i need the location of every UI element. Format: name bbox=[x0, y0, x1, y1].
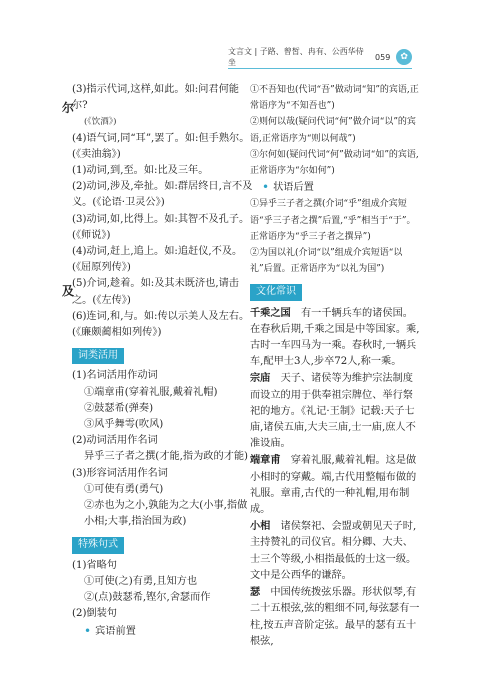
ci-lei-item: (2)动词活用作名词 bbox=[72, 435, 158, 447]
ci-lei-item: ①可使有勇(勇气) bbox=[84, 483, 164, 495]
culture-text: 有一千辆兵车的诸侯国。在春秋后期,千乘之国是中等国家。乘,古时一车四马为一乘。春秋时,一辆兵车,配甲士3人,步卒72人,称一乘。 bbox=[250, 307, 420, 368]
culture-term: 小相 bbox=[250, 520, 281, 533]
ci-lei-item: 异乎三子者之撰(才能,指为政的才能) bbox=[84, 451, 248, 463]
dao-zhuang-item: ③尔何如(疑问代词“何”做动词“如”的宾语,正常语序为“尔如何”) bbox=[250, 149, 419, 177]
culture-text: 中国传统拨弦乐器。形状似琴,有二十五根弦,弦的粗细不同,每弦瑟有一柱,按五声音阶定弦。最早的瑟有五十根弦, bbox=[250, 587, 420, 647]
headword-er: 尔 bbox=[62, 101, 75, 115]
culture-text: 天子、诸侯等为维护宗法制度而设立的用于供奉祖宗牌位、举行祭祀的地方。《礼记·王制》记载:天子七庙,诸侯五庙,大夫三庙,士一庙,庶人不准设庙。 bbox=[250, 373, 416, 450]
section-wen-hua-chang-shi: 文化常识 bbox=[250, 284, 302, 300]
te-shu-list bbox=[72, 558, 254, 640]
culture-entry bbox=[250, 305, 420, 371]
te-shu-item: (2)倒装句 bbox=[72, 608, 117, 620]
ji-item: (5)介词,趁着。如:及其未既济也,请击之。(《左传》) bbox=[72, 278, 239, 306]
culture-entry bbox=[250, 584, 420, 650]
ci-lei-item: ③风乎舞雩(吹风) bbox=[84, 419, 164, 431]
dao-zhuang-item: ②则何以哉(疑问代词“何”做介词“以”的宾语,正常语序为“则以何哉”) bbox=[250, 117, 416, 144]
ji-item: (4)动词,赶上,追上。如:追赶仪,不及。(《屈原列传》) bbox=[72, 246, 243, 274]
ji-item: (2)动词,涉及,牵扯。如:群居终日,言不及义。(《论语·卫灵公》) bbox=[72, 181, 253, 209]
culture-term: 端章甫 bbox=[250, 454, 291, 467]
bullet-icon: • bbox=[84, 623, 92, 638]
ji-item: (3)动词,如,比得上。如:其智不及孔子。(《师说》) bbox=[72, 213, 250, 241]
header-rule bbox=[228, 68, 412, 69]
er-item: (4)语气词,同“耳”,罢了。如:但手熟尔。(《卖油翁》) bbox=[72, 132, 250, 160]
header-title: 文言文 | 子路、曾皙、冉有、公西华侍坐 bbox=[228, 47, 364, 67]
section-te-shu-ju-shi: 特殊句式 bbox=[72, 537, 124, 553]
headword-ji: 及 bbox=[62, 284, 75, 299]
culture-entry bbox=[250, 518, 420, 584]
te-shu-item: ②(点)鼓瑟希,铿尔,舍瑟而作 bbox=[84, 592, 211, 604]
page-header bbox=[228, 48, 412, 66]
ji-item: (1)动词,到,至。如:比及三年。 bbox=[72, 165, 209, 177]
te-shu-item: (1)省略句 bbox=[72, 559, 117, 571]
bullet-icon: • bbox=[262, 180, 270, 195]
left-column bbox=[62, 82, 254, 640]
er-item: (3)指示代词,这样,如此。如:问君何能尔? bbox=[72, 84, 239, 112]
dao-zhuang-item: ①不吾知也(代词“吾”做动词“知”的宾语,正常语序为“不知吾也”) bbox=[250, 85, 419, 112]
zhuang-yu-item: ②为国以礼(介词“以”组成介宾短语“以礼”后置。正常语序为“以礼为国”) bbox=[250, 248, 403, 275]
er-item: (《饮酒》) bbox=[84, 117, 117, 128]
culture-entry bbox=[250, 452, 420, 518]
culture-text: 穿着礼服,戴着礼帽。这是做小相时的穿戴。端,古代用整幅布做的礼服。章甫,古代的一种礼帽,用布制成。 bbox=[250, 455, 417, 516]
page-number: 059 bbox=[375, 52, 391, 62]
ci-lei-item: (3)形容词活用作名词 bbox=[72, 467, 168, 479]
culture-entry bbox=[250, 370, 420, 452]
culture-list bbox=[250, 305, 420, 650]
right-column bbox=[250, 82, 420, 650]
ci-lei-item: ①端章甫(穿着礼服,戴着礼帽) bbox=[84, 386, 218, 398]
te-shu-item: • 宾语前置 bbox=[84, 623, 136, 638]
entry-er bbox=[62, 82, 254, 163]
book-logo-icon: ✿ bbox=[396, 49, 412, 65]
culture-text: 诸侯祭祀、会盟或朝见天子时,主持赞礼的司仪官。相分卿、大夫、士三个等级,小相指最低的士这一级。文中是公西华的谦辞。 bbox=[250, 521, 417, 581]
te-shu-item: ①可使(之)有勇,且知方也 bbox=[84, 575, 198, 587]
zhuang-yu-title: • 状语后置 bbox=[262, 180, 314, 195]
entry-ji bbox=[62, 163, 254, 341]
culture-term: 瑟 bbox=[250, 586, 271, 599]
culture-term: 宗庙 bbox=[250, 372, 281, 385]
section-ci-lei-huo-yong: 词类活用 bbox=[72, 348, 124, 364]
ci-lei-list bbox=[72, 368, 254, 530]
ji-item: (6)连词,和,与。如:传以示美人及左右。(《廉颇蔺相如列传》) bbox=[72, 310, 250, 339]
ci-lei-item: (1)名词活用作动词 bbox=[72, 370, 158, 382]
zhuang-yu-item: ①异乎三子者之撰(介词“乎”组成介宾短语“乎三子者之撰”后置,“乎”相当于“于”。正常语序为“乎三子者之撰异”) bbox=[250, 199, 416, 242]
ci-lei-item: ②赤也为之小,孰能为之大(小事,指做小相;大事,指治国为政) bbox=[84, 500, 248, 528]
culture-term: 千乘之国 bbox=[250, 306, 301, 319]
ci-lei-item: ②鼓瑟希(弹奏) bbox=[84, 402, 154, 414]
